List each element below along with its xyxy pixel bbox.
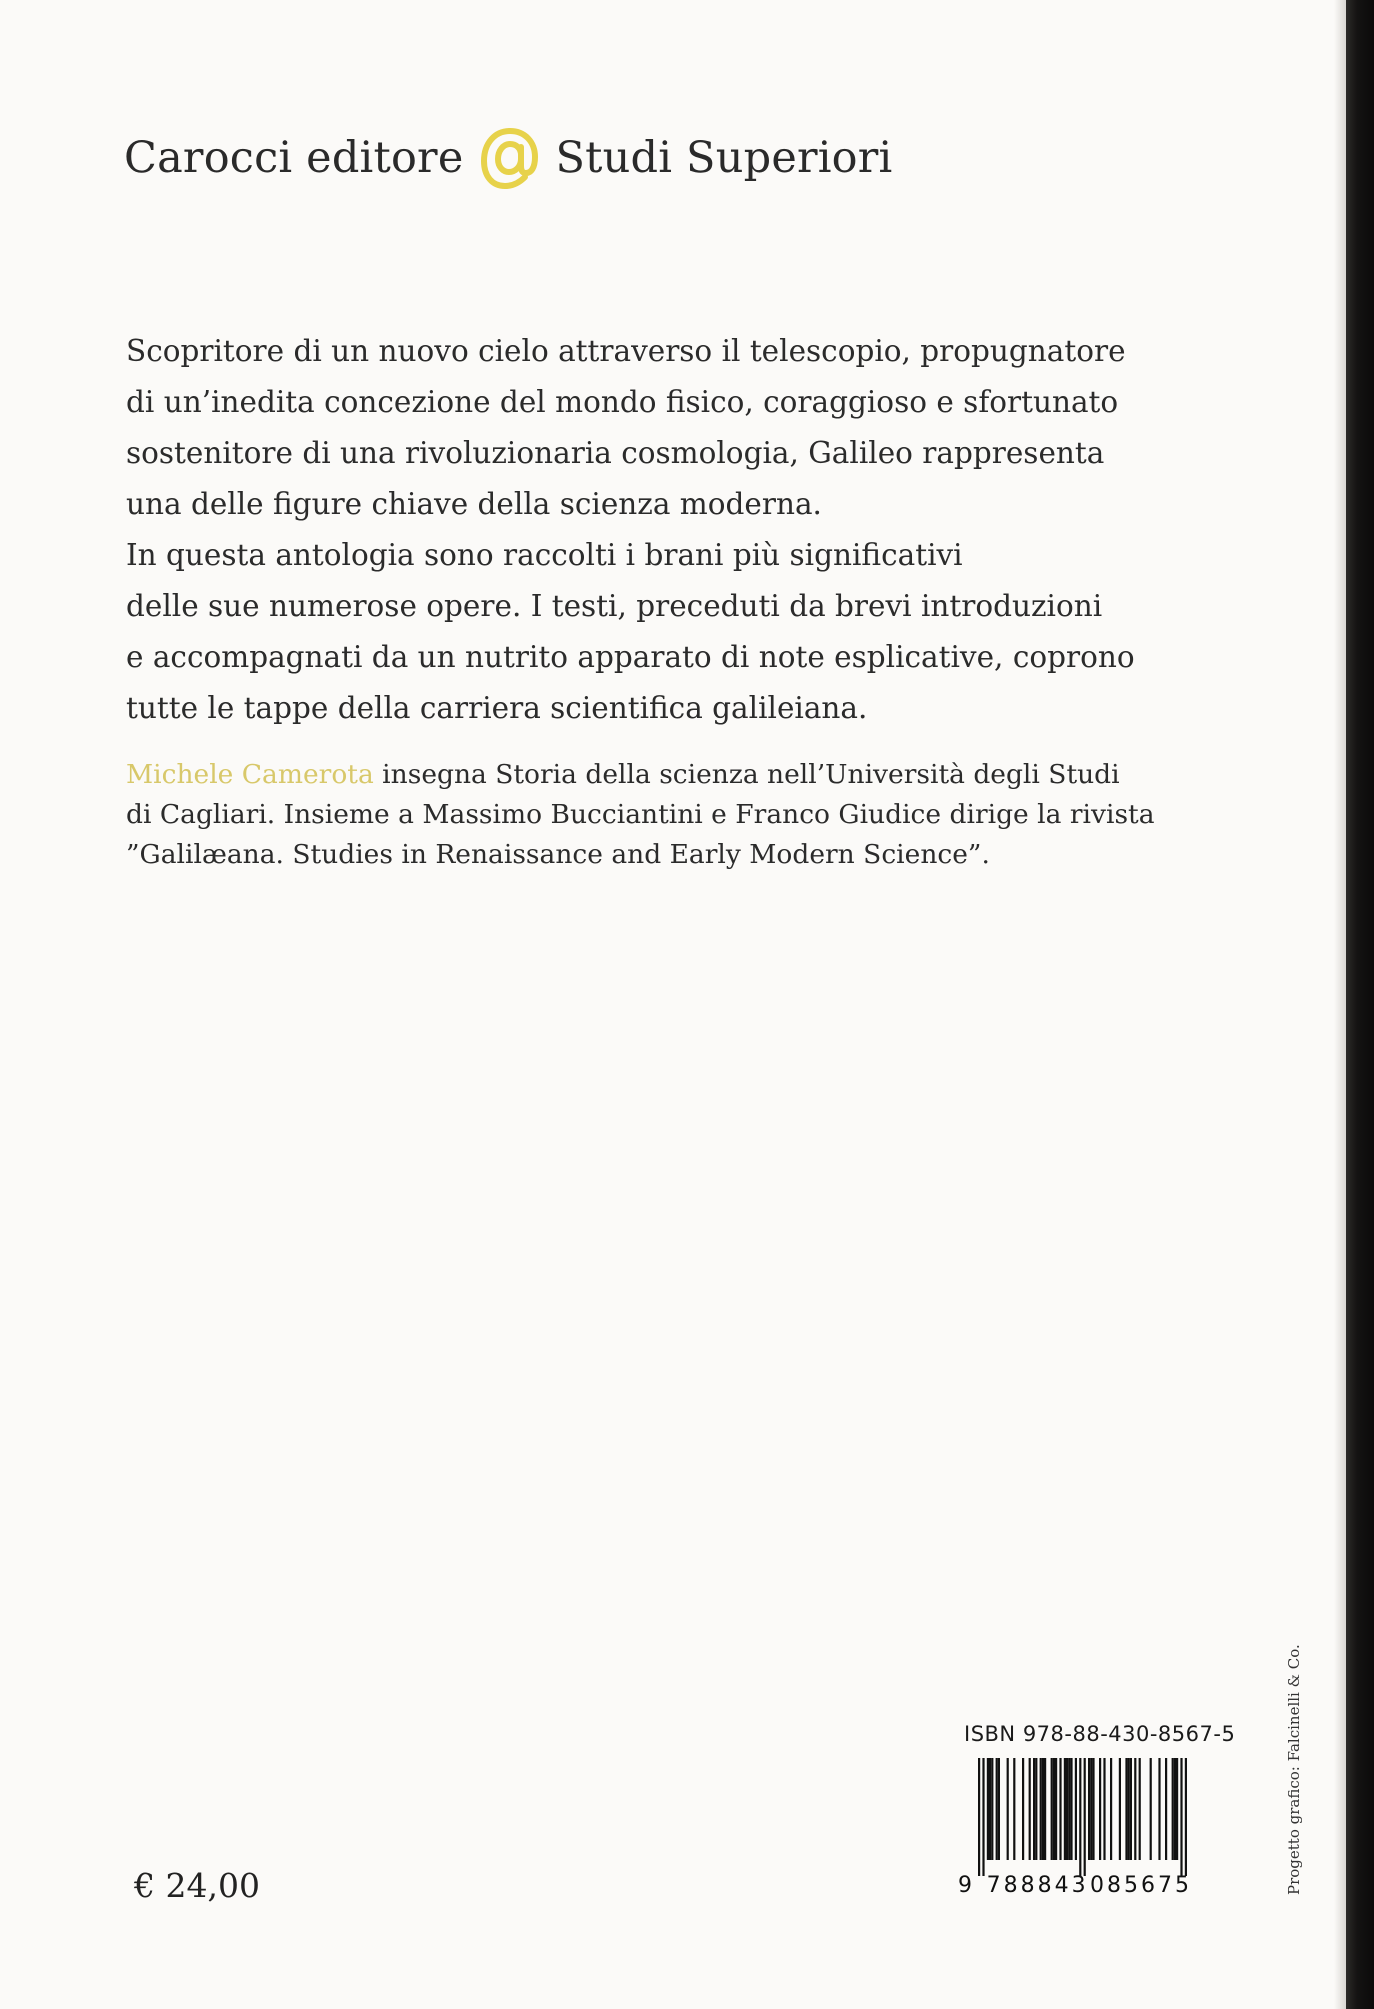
barcode-bar — [1134, 1758, 1136, 1860]
price-label: € 24,00 — [134, 1866, 260, 1905]
description-line: sostenitore di una rivoluzionaria cosmologia, Galileo rappresenta — [126, 436, 1105, 470]
barcode-bar — [1099, 1758, 1101, 1860]
isbn-label: ISBN 978-88-430-8567-5 — [964, 1722, 1236, 1746]
bio-line: ”Galilæana. Studies in Renaissance and Early Modern Science”. — [126, 839, 990, 870]
barcode-bar — [1139, 1758, 1141, 1860]
barcode-bar — [1051, 1758, 1053, 1860]
barcode-bar — [1075, 1758, 1077, 1860]
bio-line — [126, 755, 1226, 795]
barcode-bar — [1040, 1758, 1042, 1860]
publisher-header — [124, 118, 892, 198]
barcode-bar — [1013, 1758, 1015, 1860]
barcode-bar — [1068, 1758, 1070, 1860]
barcode-bar — [1044, 1758, 1046, 1860]
description-line: delle sue numerose opere. I testi, preceduti da brevi introduzioni — [126, 589, 1103, 623]
description-line: una delle figure chiave della scienza moderna. — [126, 487, 822, 521]
barcode-bar — [1007, 1758, 1009, 1860]
barcode-bar — [1119, 1758, 1121, 1860]
barcode-bar — [1180, 1758, 1182, 1876]
isbn-barcode — [956, 1722, 1236, 1900]
barcode-bar — [1172, 1758, 1174, 1860]
barcode-bar — [1165, 1758, 1167, 1860]
barcode-bar — [1092, 1758, 1094, 1860]
description-line: Scopritore di un nuovo cielo attraverso il telescopio, propugnatore — [126, 334, 1126, 368]
barcode-bar — [1033, 1758, 1035, 1860]
barcode-bar — [1022, 1758, 1024, 1860]
barcode-bar — [996, 1758, 998, 1860]
barcode-bar — [1125, 1758, 1127, 1860]
description-paragraph — [126, 326, 1206, 734]
barcode-bar — [1150, 1758, 1152, 1860]
at-sign-logo-icon — [479, 121, 541, 195]
barcode-bar — [1174, 1758, 1176, 1860]
barcode-bar — [1053, 1758, 1055, 1860]
barcode-bar — [1088, 1758, 1090, 1860]
barcode-right-digits: 085675 — [1090, 1873, 1192, 1898]
barcode-bar — [978, 1758, 980, 1876]
barcode-bar — [1035, 1758, 1037, 1860]
barcode-bar — [1059, 1758, 1061, 1860]
barcode-bar — [1176, 1758, 1178, 1860]
barcode-image — [956, 1754, 1218, 1900]
author-name: Michele Camerota — [126, 759, 374, 790]
barcode-bar — [1079, 1758, 1081, 1876]
barcode-bar — [1055, 1758, 1057, 1860]
barcode-leading-digit: 9 — [958, 1873, 975, 1898]
publisher-name: Carocci editore — [124, 133, 464, 183]
bio-line: di Cagliari. Insieme a Massimo Bucciantini e Franco Giudice dirige la rivista — [126, 799, 1155, 830]
barcode-bar — [998, 1758, 1000, 1860]
barcode-left-digits: 788843 — [986, 1873, 1089, 1898]
barcode-bar — [982, 1758, 984, 1876]
bio-text: insegna Storia della scienza nell’Università degli Studi — [373, 759, 1120, 790]
barcode-bar — [1128, 1758, 1130, 1860]
author-bio — [126, 755, 1226, 875]
barcode-bar — [1029, 1758, 1031, 1860]
barcode-bar — [1130, 1758, 1132, 1860]
barcode-bar — [1103, 1758, 1105, 1860]
barcode-bar — [1090, 1758, 1092, 1860]
barcode-bar — [1064, 1758, 1066, 1860]
design-credit: Progetto grafico: Falcinelli & Co. — [1285, 1644, 1303, 1895]
barcode-bar — [1042, 1758, 1044, 1860]
barcode-bar — [1084, 1758, 1086, 1876]
barcode-bar — [991, 1758, 993, 1860]
cover-fold-shadow — [1334, 0, 1346, 2009]
description-line: e accompagnati da un nutrito apparato di note esplicative, coprono — [126, 640, 1135, 674]
series-name: Studi Superiori — [555, 133, 893, 183]
barcode-bar — [1158, 1758, 1160, 1860]
barcode-bar — [1066, 1758, 1068, 1860]
barcode-bar — [987, 1758, 989, 1860]
description-line: di un’inedita concezione del mondo fisico, coraggioso e sfortunato — [126, 385, 1119, 419]
barcode-bar — [1070, 1758, 1072, 1860]
barcode-bar — [1185, 1758, 1187, 1876]
barcode-bar — [989, 1758, 991, 1860]
spine-edge — [1346, 0, 1374, 2009]
description-line: tutte le tappe della carriera scientifica galileiana. — [126, 691, 868, 725]
description-line: In questa antologia sono raccolti i brani più significativi — [126, 538, 963, 572]
barcode-bar — [1110, 1758, 1112, 1860]
